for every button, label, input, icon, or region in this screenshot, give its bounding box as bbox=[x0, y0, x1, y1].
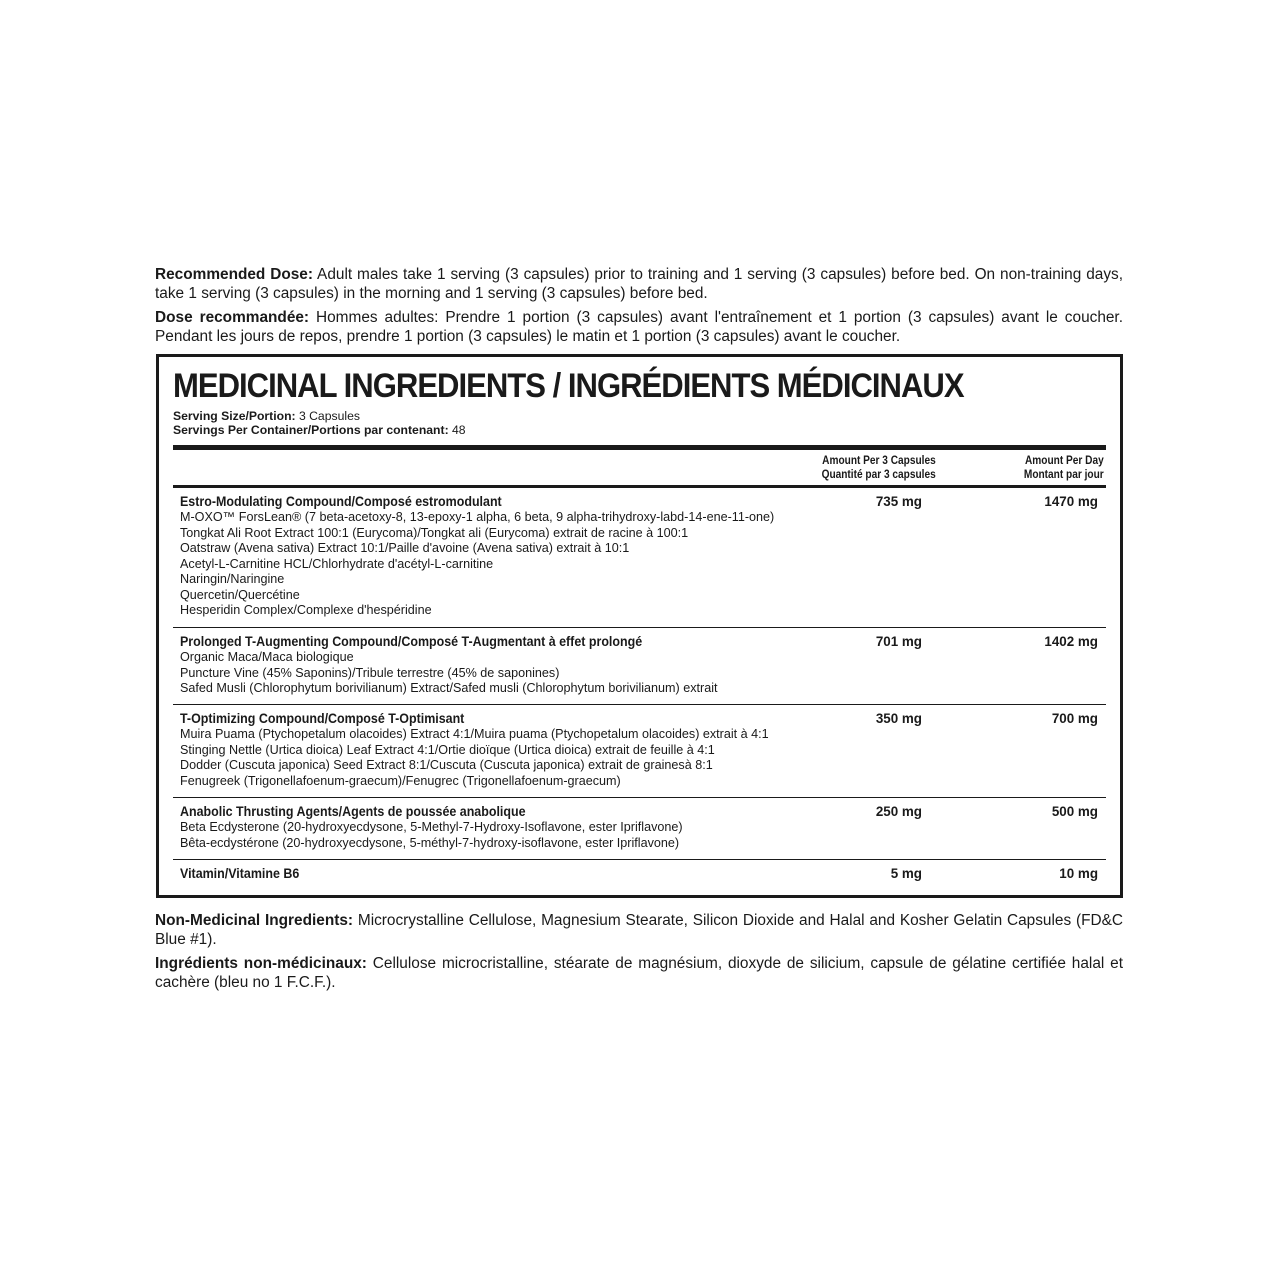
recommended-dose-label: Recommended Dose: bbox=[155, 266, 313, 283]
ingredient-item: Beta Ecdysterone (20-hydroxyecdysone, 5-Methyl-7-Hydroxy-Isoflavone, ester Ipriflavone) bbox=[180, 820, 683, 834]
non-medicinal-ingredients-fr bbox=[155, 954, 1123, 992]
non-medicinal-label: Non-Medicinal Ingredients: bbox=[155, 912, 354, 929]
ingredient-group bbox=[173, 705, 1106, 798]
ingredient-item: Dodder (Cuscuta japonica) Seed Extract 8:1/Cuscuta (Cuscuta japonica) extrait de grainesà 8:1 bbox=[180, 758, 713, 772]
amount-per-serving: 5 mg bbox=[890, 866, 922, 881]
servings-per-label: Servings Per Container/Portions par contenant: bbox=[173, 423, 449, 437]
group-name: Estro-Modulating Compound/Composé estromodulant bbox=[180, 494, 502, 509]
ingredient-list bbox=[180, 650, 718, 697]
ingredient-item: Hesperidin Complex/Complexe d'hespéridine bbox=[180, 603, 432, 617]
panel-title: MEDICINAL INGREDIENTS / INGRÉDIENTS MÉDICINAUX bbox=[173, 367, 964, 405]
medicinal-ingredients-panel bbox=[156, 354, 1123, 898]
amount-per-day: 1470 mg bbox=[1044, 494, 1098, 509]
ingredient-item: Bêta-ecdystérone (20-hydroxyecdysone, 5-méthyl-7-hydroxy-isoflavone, ester Ipriflavone) bbox=[180, 835, 680, 850]
ingredient-item: M-OXO™ ForsLean® (7 beta-acetoxy-8, 13-epoxy-1 alpha, 6 beta, 9 alpha-trihydroxy-labd-14-ene-11-one) bbox=[180, 510, 775, 524]
ingredient-item: Naringin/Naringine bbox=[180, 572, 285, 586]
ingredient-item: Oatstraw (Avena sativa) Extract 10:1/Paille d'avoine (Avena sativa) extrait à 10:1 bbox=[180, 541, 630, 555]
servings-per-container bbox=[173, 423, 466, 437]
amount-per-day: 10 mg bbox=[1059, 866, 1098, 881]
servings-per-value: 48 bbox=[448, 423, 466, 437]
column-header-per-day bbox=[1024, 454, 1104, 482]
non-medicinal-text: Microcrystalline Cellulose, Magnesium Stearate, Silicon Dioxide and Halal and Kosher Gelatin Capsules (FD&C Blue #1). bbox=[155, 912, 1123, 948]
ingredient-group bbox=[173, 628, 1106, 705]
group-name: Vitamin/Vitamine B6 bbox=[180, 866, 300, 881]
non-medicinal-ingredients-en bbox=[155, 911, 1123, 949]
ingredient-item: Stinging Nettle (Urtica dioica) Leaf Extract 4:1/Ortie dioïque (Urtica dioica) extrait de feuille à 4:1 bbox=[180, 742, 715, 757]
ingredient-item: Quercetin/Quercétine bbox=[180, 587, 300, 602]
group-name: Prolonged T-Augmenting Compound/Composé T-Augmentant à effet prolongé bbox=[180, 634, 643, 649]
dose-recommandee-text: Hommes adultes: Prendre 1 portion (3 capsules) avant l'entraînement et 1 portion (3 capsules) avant le coucher. Pendant les jours de repos, prendre 1 portion (3 capsules) le matin et 1 portion (3 capsules) avant le coucher. bbox=[155, 309, 1123, 345]
ingredient-list bbox=[180, 510, 774, 619]
non-medicinaux-text: Cellulose microcristalline, stéarate de magnésium, dioxyde de silicium, capsule de gélatine certifiée halal et cachère (bleu no 1 F.C.F.). bbox=[155, 955, 1123, 991]
serving-size bbox=[173, 409, 360, 423]
amount-per-day: 700 mg bbox=[1051, 711, 1098, 726]
ingredient-list bbox=[180, 820, 683, 851]
dose-recommandee-label: Dose recommandée: bbox=[155, 309, 310, 326]
non-medicinaux-label: Ingrédients non-médicinaux: bbox=[155, 955, 367, 972]
group-name: Anabolic Thrusting Agents/Agents de poussée anabolique bbox=[180, 804, 526, 819]
ingredient-group bbox=[173, 798, 1106, 860]
ingredient-item: Puncture Vine (45% Saponins)/Tribule terrestre (45% de saponines) bbox=[180, 665, 560, 680]
ingredient-list bbox=[180, 727, 769, 789]
ingredient-item: Tongkat Ali Root Extract 100:1 (Eurycoma)/Tongkat ali (Eurycoma) extrait de racine à 100:1 bbox=[180, 525, 689, 540]
ingredient-item: Safed Musli (Chlorophytum borivilianum) Extract/Safed musli (Chlorophytum borivilianum) extrait bbox=[180, 681, 718, 695]
ingredient-group bbox=[173, 860, 1106, 892]
amount-per-day: 500 mg bbox=[1051, 804, 1098, 819]
amount-per-serving: 701 mg bbox=[875, 634, 922, 649]
thick-divider bbox=[173, 445, 1106, 450]
serving-size-value: 3 Capsules bbox=[295, 409, 360, 423]
serving-size-label: Serving Size/Portion: bbox=[173, 409, 296, 423]
amount-per-day: 1402 mg bbox=[1044, 634, 1098, 649]
ingredient-item: Muira Puama (Ptychopetalum olacoides) Extract 4:1/Muira puama (Ptychopetalum olacoides) extrait à 4:1 bbox=[180, 727, 769, 741]
ingredient-group bbox=[173, 488, 1106, 628]
amount-per-serving: 735 mg bbox=[875, 494, 922, 509]
ingredient-item: Fenugreek (Trigonellafoenum-graecum)/Fenugrec (Trigonellafoenum-graecum) bbox=[180, 773, 621, 788]
ingredient-item: Acetyl-L-Carnitine HCL/Chlorhydrate d'acétyl-L-carnitine bbox=[180, 556, 494, 571]
amount-per-serving: 250 mg bbox=[875, 804, 922, 819]
recommended-dose-fr bbox=[155, 308, 1123, 346]
column-header-per-serving-fr: Quantité par 3 capsules bbox=[821, 469, 936, 481]
column-header-per-serving bbox=[822, 454, 936, 482]
ingredient-item: Organic Maca/Maca biologique bbox=[180, 650, 354, 664]
column-header-per-day-en: Amount Per Day bbox=[1025, 455, 1104, 467]
recommended-dose-text: Adult males take 1 serving (3 capsules) prior to training and 1 serving (3 capsules) before bed. On non-training days, take 1 serving (3 capsules) in the morning and 1 serving (3 capsules) before bed. bbox=[155, 266, 1123, 302]
column-header-per-day-fr: Montant par jour bbox=[1024, 469, 1104, 481]
amount-per-serving: 350 mg bbox=[875, 711, 922, 726]
recommended-dose-en bbox=[155, 265, 1123, 303]
column-header-per-serving-en: Amount Per 3 Capsules bbox=[822, 455, 936, 467]
group-name: T-Optimizing Compound/Composé T-Optimisant bbox=[180, 711, 465, 726]
